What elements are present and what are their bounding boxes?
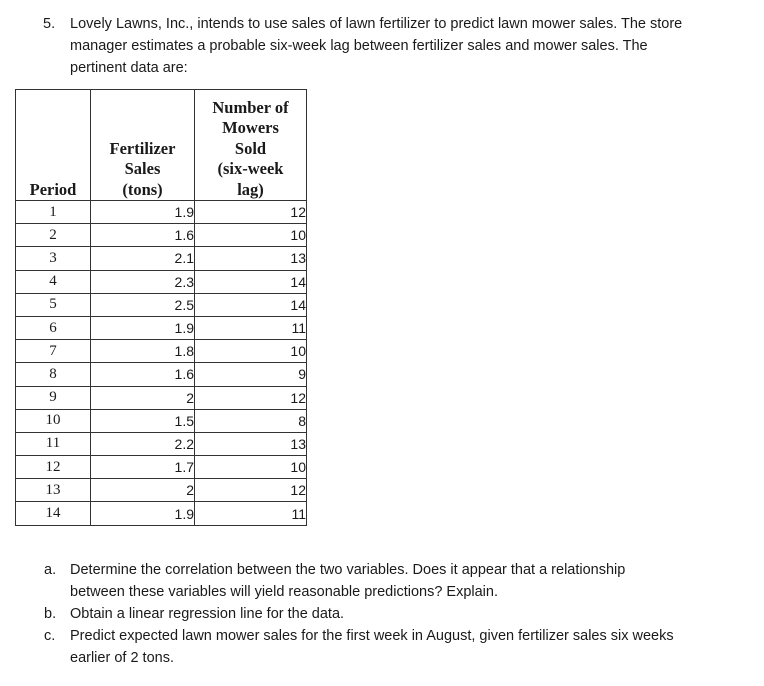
mowers-cell: 10 xyxy=(195,456,307,479)
table-row xyxy=(16,409,307,432)
table-row xyxy=(16,456,307,479)
fertilizer-cell: 1.9 xyxy=(91,502,195,525)
mowers-cell: 12 xyxy=(195,201,307,224)
question-line: pertinent data are: xyxy=(70,60,188,76)
header-line: Fertilizer xyxy=(109,138,176,158)
period-cell: 10 xyxy=(16,409,91,432)
subquestion-line: Predict expected lawn mower sales for the first week in August, given fertilizer sales six weeks xyxy=(70,628,674,644)
fertilizer-cell: 2.1 xyxy=(91,247,195,270)
header-period xyxy=(16,90,91,201)
mowers-cell: 8 xyxy=(195,409,307,432)
header-line: (six-week xyxy=(217,159,284,178)
period-cell: 1 xyxy=(16,201,91,224)
period-cell: 14 xyxy=(16,502,91,525)
mowers-cell: 11 xyxy=(195,316,307,339)
fertilizer-cell: 1.6 xyxy=(91,224,195,247)
mowers-cell: 13 xyxy=(195,432,307,455)
period-cell: 2 xyxy=(16,224,91,247)
mowers-cell: 12 xyxy=(195,479,307,502)
mowers-cell: 10 xyxy=(195,224,307,247)
period-cell: 3 xyxy=(16,247,91,270)
question-line: Lovely Lawns, Inc., intends to use sales of lawn fertilizer to predict lawn mower sales. The store xyxy=(70,16,683,32)
table-header-row xyxy=(16,90,307,201)
fertilizer-cell: 1.6 xyxy=(91,363,195,386)
fertilizer-cell: 1.9 xyxy=(91,316,195,339)
header-mowers xyxy=(195,90,307,201)
question-line: manager estimates a probable six-week lag between fertilizer sales and mower sales. The xyxy=(70,38,648,54)
header-line: Mowers xyxy=(222,118,279,137)
subquestion-label: b. xyxy=(44,606,57,622)
header-fertilizer xyxy=(91,90,195,201)
fertilizer-cell: 2 xyxy=(91,386,195,409)
table-row xyxy=(16,502,307,525)
table-row xyxy=(16,293,307,316)
table-row xyxy=(16,224,307,247)
period-cell: 7 xyxy=(16,340,91,363)
data-table xyxy=(15,89,307,526)
header-line: (tons) xyxy=(122,179,163,199)
table-row xyxy=(16,386,307,409)
question-number: 5. xyxy=(43,16,56,32)
period-cell: 13 xyxy=(16,479,91,502)
period-cell: 8 xyxy=(16,363,91,386)
fertilizer-cell: 1.8 xyxy=(91,340,195,363)
mowers-cell: 14 xyxy=(195,293,307,316)
mowers-cell: 11 xyxy=(195,502,307,525)
subquestion-line: earlier of 2 tons. xyxy=(70,649,174,666)
table-row xyxy=(16,479,307,502)
header-line: Sold xyxy=(234,138,267,158)
fertilizer-cell: 2.3 xyxy=(91,270,195,293)
table-row xyxy=(16,316,307,339)
mowers-cell: 10 xyxy=(195,340,307,363)
period-cell: 6 xyxy=(16,316,91,339)
table-row xyxy=(16,270,307,293)
subquestion-line: Obtain a linear regression line for the data. xyxy=(70,606,345,622)
question-text xyxy=(70,13,730,79)
subquestion-line: between these variables will yield reasonable predictions? Explain. xyxy=(70,583,498,600)
subquestion-line: Determine the correlation between the two variables. Does it appear that a relationship xyxy=(70,562,626,578)
period-cell: 4 xyxy=(16,270,91,293)
mowers-cell: 14 xyxy=(195,270,307,293)
fertilizer-cell: 1.7 xyxy=(91,456,195,479)
subquestion-label: c. xyxy=(44,628,56,644)
table-row xyxy=(16,247,307,270)
period-cell: 5 xyxy=(16,293,91,316)
table-row xyxy=(16,363,307,386)
subquestion-text xyxy=(70,626,750,669)
period-cell: 11 xyxy=(16,432,91,455)
table-row xyxy=(16,432,307,455)
fertilizer-cell: 2.2 xyxy=(91,432,195,455)
subquestion-text xyxy=(70,604,750,626)
fertilizer-cell: 1.9 xyxy=(91,201,195,224)
mowers-cell: 13 xyxy=(195,247,307,270)
fertilizer-cell: 2 xyxy=(91,479,195,502)
fertilizer-cell: 2.5 xyxy=(91,293,195,316)
subquestion-text xyxy=(70,560,750,603)
fertilizer-cell: 1.5 xyxy=(91,409,195,432)
table-row xyxy=(16,201,307,224)
mowers-cell: 12 xyxy=(195,386,307,409)
header-line: lag) xyxy=(237,179,264,199)
period-cell: 12 xyxy=(16,456,91,479)
header-line: Sales xyxy=(124,159,161,178)
subquestion-label: a. xyxy=(44,562,57,578)
header-line: Number of xyxy=(212,97,289,117)
period-cell: 9 xyxy=(16,386,91,409)
header-line: Period xyxy=(29,179,77,199)
mowers-cell: 9 xyxy=(195,363,307,386)
table-row xyxy=(16,340,307,363)
